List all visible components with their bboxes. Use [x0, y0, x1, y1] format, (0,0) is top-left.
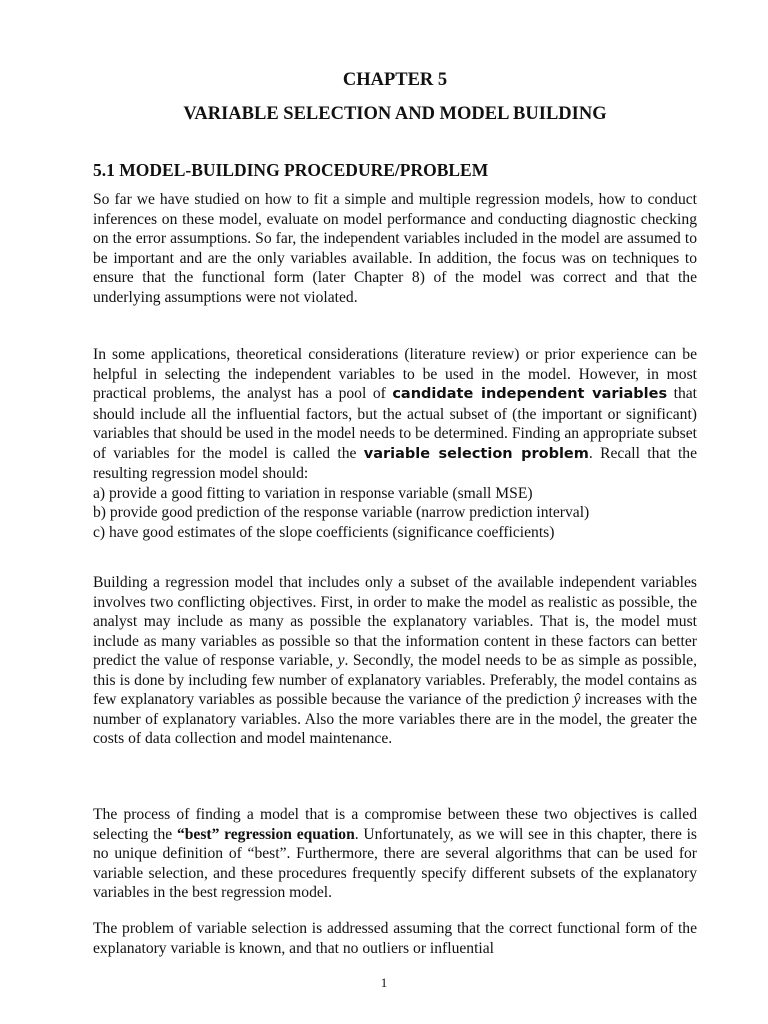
text-run: In some applications, theoretical considerations (literature review) or prior experience can be helpful in selecting the independent variables to be used in the model. However, in most practical problems, the analyst has a pool of	[93, 346, 697, 402]
math-y-hat: ŷ	[573, 691, 581, 708]
bold-term: variable selection problem	[363, 445, 589, 462]
text-run: . Recall that the resulting regression model should:	[93, 444, 697, 482]
text-run: Building a regression model that includes only a subset of the available independent variables involves two conflicting objectives. First, in order to make the model as realistic as possible, the analyst may include as many as possible the explanatory variables. That is, the model must include as many variables as possible so that the information content in these factors can better predict the value of response variable,	[93, 574, 697, 669]
chapter-title: VARIABLE SELECTION AND MODEL BUILDING	[183, 104, 607, 124]
bold-term: candidate independent variables	[392, 386, 668, 402]
math-y: y	[337, 652, 345, 669]
paragraph-best-equation	[93, 805, 697, 903]
text-run: . Secondly, the model needs to be as simple as possible, this is done by including few number of explanatory variables. Preferably, the model contains as few explanatory variables as possible because the variance of the prediction	[93, 652, 697, 708]
paragraph-intro: So far we have studied on how to fit a simple and multiple regression models, how to conduct inferences on these model, evaluate on model performance and conducting diagnostic checking on the error assumptions. So far, the independent variables included in the model are assumed to be important and are the only variables available. In addition, the focus was on techniques to ensure that the functional form (later Chapter 8) of the model was correct and that the underlying assumptions were not violated.	[93, 191, 697, 306]
page-number: 1	[380, 975, 388, 990]
text-run: increases with the number of explanatory variables. Also the more variables there are in the model, the greater the costs of data collection and model maintenance.	[93, 691, 697, 747]
bold-term: “best” regression equation	[176, 825, 355, 843]
paragraph-variable-selection	[93, 345, 697, 542]
section-heading: 5.1 MODEL-BUILDING PROCEDURE/PROBLEM	[93, 160, 489, 180]
chapter-heading: CHAPTER 5	[342, 70, 448, 90]
paragraph-conflicting-objectives	[93, 573, 697, 749]
paragraph-problem-assumptions: The problem of variable selection is addressed assuming that the correct functional form of the explanatory variable is known, and that no outliers or influential	[93, 920, 697, 957]
list-item: a) provide a good fitting to variation in response variable (small MSE)	[93, 484, 533, 502]
text-run: that should include all the influential factors, but the actual subset of (the important or significant) variables that should be used in the model needs to be determined. Finding an appropriate subset of variables for the model is called the	[93, 385, 698, 462]
list-item: b) provide good prediction of the response variable (narrow prediction interval)	[93, 504, 590, 521]
text-run: . Unfortunately, as we will see in this chapter, there is no unique definition of “best”. Furthermore, there are several algorithms that can be used for variable selection, and these procedures frequently specify different subsets of the explanatory variables in the best regression model.	[93, 825, 697, 901]
list-item: c) have good estimates of the slope coefficients (significance coefficients)	[93, 523, 555, 541]
text-run: The process of finding a model that is a compromise between these two objectives is called selecting the	[93, 806, 697, 843]
